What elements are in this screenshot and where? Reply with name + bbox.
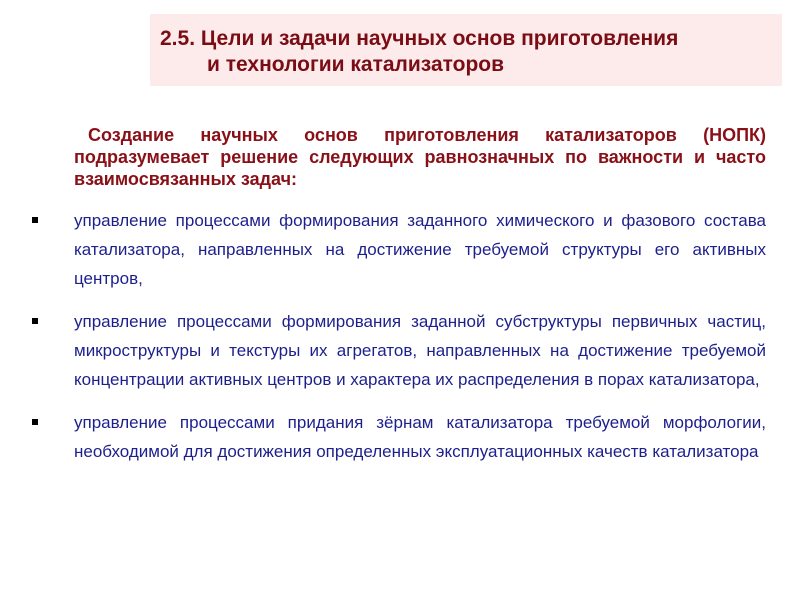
task-text: управление процессами формирования заданного химического и фазового состава катализатора, направленных на достижение требуемой структуры его активных центров,: [74, 211, 766, 288]
square-bullet-icon: [32, 318, 38, 324]
intro-paragraph: Создание научных основ приготовления катализаторов (НОПК) подразумевает решение следующих равнозначных по важности и часто взаимосвязанных задач:: [74, 125, 766, 189]
task-list-item: [30, 408, 766, 466]
task-list-item: [30, 307, 766, 394]
square-bullet-icon: [32, 419, 38, 425]
title-box: [150, 14, 782, 86]
slide-title-line-1: 2.5. Цели и задачи научных основ приготовления: [160, 27, 679, 50]
square-bullet-icon: [32, 217, 38, 223]
task-list: [30, 206, 766, 480]
task-text: управление процессами формирования заданной субструктуры первичных частиц, микроструктуры и текстуры их агрегатов, направленных на достижение требуемой концентрации активных центров и характера их распределения в порах катализатора,: [74, 312, 766, 389]
task-text: управление процессами придания зёрнам катализатора требуемой морфологии, необходимой для достижения определенных эксплуатационных качеств катализатора: [74, 413, 766, 461]
slide-title: [160, 26, 772, 78]
slide-title-line-2: и технологии катализаторов: [207, 53, 505, 76]
task-list-item: [30, 206, 766, 293]
